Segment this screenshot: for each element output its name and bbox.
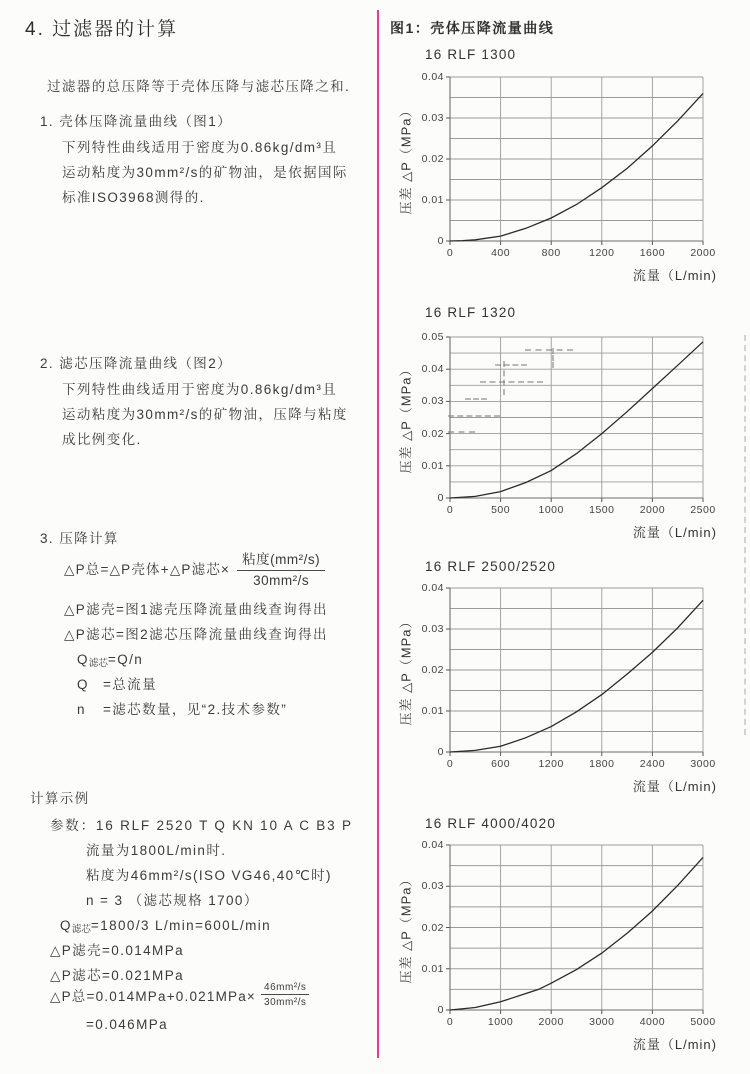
section3-heading: 3. 压降计算 [40, 531, 119, 546]
fraction-denominator: 30mm²/s [253, 573, 310, 588]
chart-x-axis-label: 流量（L/min) [632, 1037, 717, 1052]
y-tick-label: 0.02 [421, 664, 444, 676]
scan-artifact [465, 398, 487, 400]
scan-artifact [525, 349, 573, 351]
q-expression: =Q/n [107, 652, 144, 667]
chart-title: 16 RLF 4000/4020 [425, 816, 557, 831]
chart-x-axis-label: 流量（L/min) [632, 268, 717, 283]
y-tick-label: 0.02 [421, 427, 444, 440]
x-tick-label: 2000 [639, 504, 666, 516]
y-tick-label: 0.04 [421, 71, 444, 83]
chart-title: 16 RLF 1320 [425, 305, 517, 320]
y-tick-label: 0.04 [421, 839, 444, 851]
scan-artifact [744, 335, 746, 735]
x-tick-label: 0 [446, 504, 454, 516]
section2-heading: 2. 滤芯压降流量曲线（图2） [40, 356, 233, 371]
text-line: 成比例变化. [62, 432, 142, 447]
chart-title: 16 RLF 1300 [425, 47, 517, 62]
scan-artifact [503, 361, 505, 395]
y-tick-label: 0.03 [421, 623, 444, 635]
chart-y-axis-label: 压差 △P（MPa） [398, 103, 414, 215]
def-text: =滤芯数量，见“2.技术参数” [103, 702, 288, 717]
scan-artifact [480, 381, 543, 383]
y-tick-label: 0.03 [421, 880, 444, 893]
text-line: 运动粘度为30mm²/s的矿物油，是依据国际 [62, 165, 348, 180]
def-symbol: Q [77, 677, 89, 692]
y-tick-label: 0.04 [421, 582, 444, 594]
example-dp-housing: △P滤壳=0.014MPa [50, 943, 185, 958]
section1-heading: 1. 壳体压降流量曲线（图1） [40, 114, 233, 129]
y-tick-label: 0.01 [421, 705, 444, 717]
scan-artifact [495, 364, 527, 366]
q-symbol: Q [77, 652, 89, 667]
q-definition [77, 672, 157, 697]
column-divider [377, 10, 379, 1058]
x-tick-label: 2000 [538, 1016, 564, 1028]
q-subscript: 滤芯 [71, 924, 91, 935]
x-tick-label: 3000 [589, 1016, 615, 1028]
x-tick-label: 400 [491, 247, 511, 259]
x-tick-label: 3000 [690, 758, 716, 770]
fraction-numerator: 粘度(mm²/s) [237, 548, 325, 571]
y-tick-label: 0.01 [421, 459, 444, 472]
scan-artifact [448, 415, 500, 417]
x-tick-label: 2500 [690, 504, 716, 516]
fraction-denominator: 30mm²/s [264, 997, 307, 1008]
x-tick-label: 1800 [589, 758, 615, 770]
x-tick-label: 0 [446, 247, 454, 259]
chart-16-rlf-4000-4020 [388, 809, 750, 1061]
x-tick-label: 2000 [690, 247, 716, 259]
y-tick-label: 0.01 [421, 962, 444, 975]
formula-note-housing: △P滤壳=图1滤壳压降流量曲线查询得出 [64, 602, 328, 617]
x-tick-label: 600 [491, 758, 511, 770]
x-tick-label: 500 [491, 504, 511, 516]
chart-x-axis-label: 流量（L/min) [632, 779, 717, 794]
x-tick-label: 0 [446, 758, 454, 770]
chart-y-axis-label: 压差 △P（MPa） [398, 871, 414, 984]
text-line: 运动粘度为30mm²/s的矿物油，压降与粘度 [62, 407, 348, 422]
y-tick-label: 0.03 [421, 395, 444, 408]
x-tick-label: 1000 [487, 1016, 514, 1028]
y-tick-label: 0 [437, 1004, 444, 1016]
y-tick-label: 0 [437, 746, 444, 758]
formula-fraction [261, 982, 309, 1008]
x-tick-label: 1200 [538, 758, 564, 770]
text-line: 粘度为46mm²/s(ISO VG46,40℃时) [86, 868, 332, 883]
text-line: n = 3 （滤芯规格 1700） [86, 893, 259, 908]
fraction-numerator: 46mm²/s [261, 982, 309, 995]
example-params [50, 813, 353, 838]
example-dp-element: △P滤芯=0.021MPa [50, 968, 185, 983]
chart-plot-area [450, 845, 703, 1010]
example-total-formula [50, 982, 309, 1008]
y-tick-label: 0.03 [421, 112, 444, 124]
scan-artifact [448, 431, 475, 433]
text-line: 标准ISO3968测得的. [62, 190, 205, 205]
page-title: 4. 过滤器的计算 [25, 19, 179, 40]
x-tick-label: 1600 [639, 247, 666, 259]
q-expression: =1800/3 L/min=600L/min [90, 918, 272, 933]
y-tick-label: 0.02 [421, 921, 444, 934]
x-tick-label: 1500 [589, 504, 615, 516]
y-tick-label: 0.05 [421, 331, 444, 343]
y-tick-label: 0.01 [421, 194, 444, 206]
y-tick-label: 0 [437, 235, 444, 247]
chart-x-axis-label: 流量（L/min) [632, 525, 717, 540]
x-tick-label: 1000 [538, 504, 564, 516]
text-line: 下列特性曲线适用于密度为0.86kg/dm³且 [62, 382, 338, 397]
x-tick-label: 0 [446, 1016, 454, 1028]
q-subscript: 滤芯 [88, 658, 108, 669]
y-tick-label: 0.04 [421, 363, 444, 376]
chart-y-axis-label: 压差 △P（MPa） [398, 614, 414, 726]
y-tick-label: 0.02 [421, 153, 444, 165]
pressure-formula [64, 548, 325, 588]
example-total-result: =0.046MPa [86, 1017, 169, 1032]
chart-plot-area [450, 588, 703, 752]
formula-lhs: △P总=△P壳体+△P滤芯× [64, 562, 231, 577]
chart-16-rlf-1320 [388, 298, 750, 550]
x-tick-label: 4000 [639, 1016, 666, 1028]
chart-16-rlf-2500-2520 [388, 552, 750, 804]
formula-lhs: △P总=0.014MPa+0.021MPa× [50, 989, 257, 1004]
def-symbol: n [77, 702, 86, 717]
section1-body [62, 135, 348, 210]
section2-body [62, 377, 348, 452]
formula-note-element: △P滤芯=图2滤芯压降流量曲线查询得出 [64, 627, 328, 642]
chart-plot-area [450, 337, 703, 498]
x-tick-label: 2400 [639, 758, 666, 770]
x-tick-label: 5000 [690, 1016, 716, 1028]
chart-16-rlf-1300 [388, 40, 750, 292]
example-conditions [86, 838, 332, 913]
def-text: =总流量 [103, 677, 157, 692]
chart-y-axis-label: 压差 △P（MPa） [398, 361, 414, 474]
chart-plot-area [450, 77, 703, 241]
figure-heading: 图1：壳体压降流量曲线 [390, 20, 555, 36]
param-label: 参数： [50, 818, 96, 833]
text-line: 下列特性曲线适用于密度为0.86kg/dm³且 [62, 140, 338, 155]
param-value: 16 RLF 2520 T Q KN 10 A C B3 P [95, 818, 353, 833]
y-tick-label: 0 [437, 492, 444, 504]
intro-text: 过滤器的总压降等于壳体压降与滤芯压降之和. [47, 79, 351, 94]
scan-artifact [552, 348, 554, 368]
example-heading: 计算示例 [30, 791, 90, 806]
n-definition [77, 697, 287, 722]
q-symbol: Q [60, 918, 72, 933]
formula-fraction [237, 548, 325, 588]
text-line: 流量为1800L/min时. [86, 843, 227, 858]
x-tick-label: 1200 [589, 247, 615, 259]
chart-title: 16 RLF 2500/2520 [425, 559, 557, 574]
x-tick-label: 800 [541, 247, 561, 259]
